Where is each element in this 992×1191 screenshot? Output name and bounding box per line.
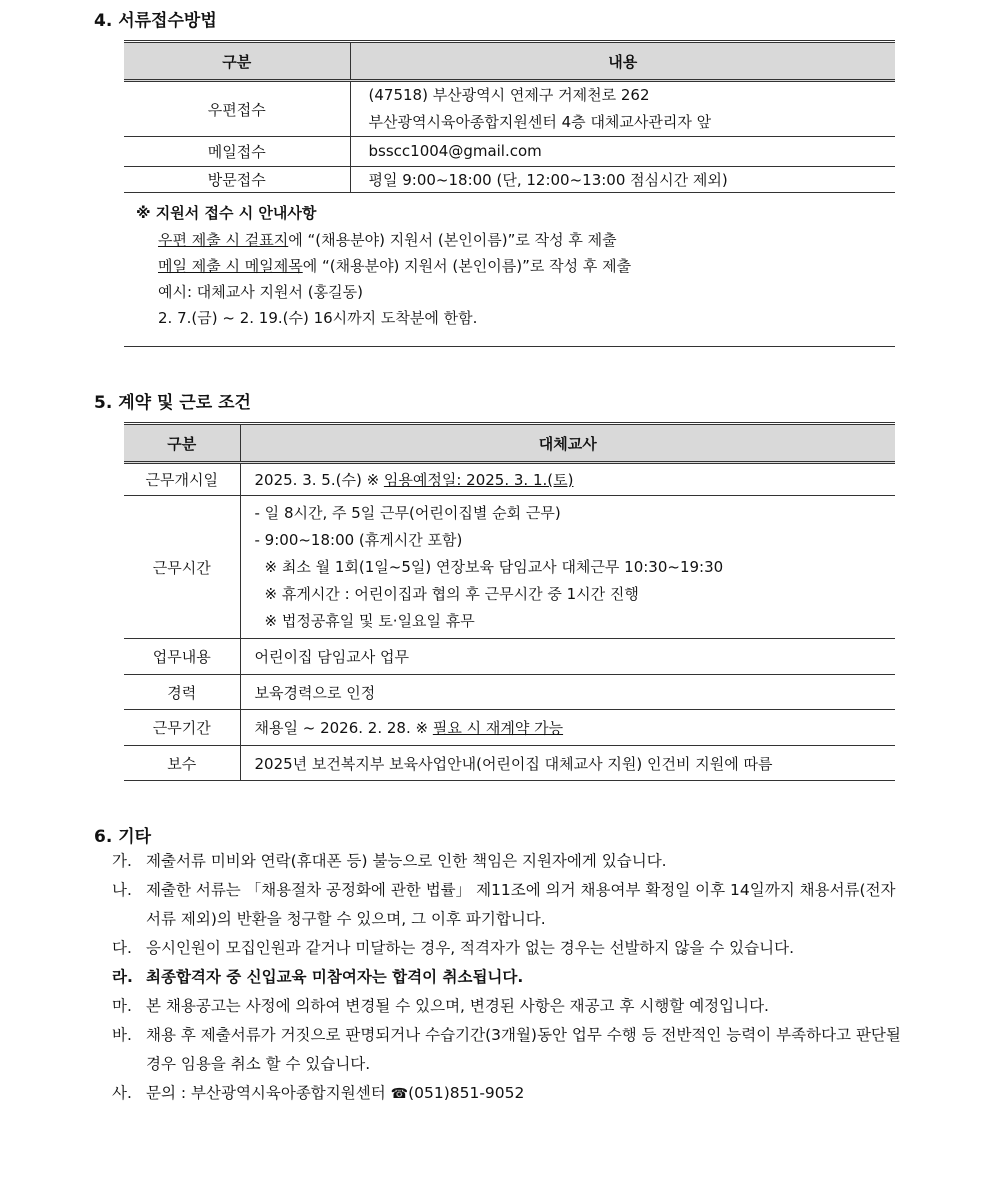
submission-notice: [124, 200, 895, 347]
period-value: 채용일 ~ 2026. 2. 28. ※ 필요 시 재계약 가능: [240, 710, 895, 746]
row-label: 보수: [124, 746, 240, 781]
submission-header-content: 내용: [350, 42, 895, 81]
contract-table: [124, 422, 895, 781]
contact-phone: (051)851-9052: [408, 1084, 525, 1102]
table-row: [124, 496, 895, 639]
table-row: [124, 675, 895, 710]
table-row: [124, 167, 895, 193]
postal-address: (47518) 부산광역시 연제구 거제천로 262: [368, 86, 650, 104]
hours-line: - 9:00~18:00 (휴게시간 포함): [254, 530, 463, 549]
notice-line: 예시: 대체교사 지원서 (홍길동): [158, 283, 363, 301]
hours-line: - 일 8시간, 주 5일 근무(어린이집별 순회 근무): [254, 503, 561, 522]
row-label: 우편접수: [124, 81, 350, 137]
notice-line: 우편 제출 시 겉표지에 “(채용분야) 지원서 (본인이름)”로 작성 후 제출: [158, 231, 617, 249]
table-row: [124, 639, 895, 675]
telephone-icon: ☎: [390, 1086, 409, 1102]
row-label: 근무개시일: [124, 463, 240, 496]
notice-line: 2. 7.(금) ~ 2. 19.(수) 16시까지 도착분에 한함.: [158, 309, 478, 327]
visit-hours: 평일 9:00~18:00 (단, 12:00~13:00 점심시간 제외): [368, 170, 728, 189]
contract-header-role: 대체교사: [240, 424, 895, 463]
list-item: 나. 제출한 서류는 「채용절차 공정화에 관한 법률」 제11조에 의거 채용여부 확정일 이후 14일까지 채용서류(전자서류 제외)의 반환을 청구할 수 있으며, 그 이후 파기합니다.: [112, 881, 896, 928]
list-item: 가. 제출서류 미비와 연락(휴대폰 등) 불능으로 인한 책임은 지원자에게 있습니다.: [112, 852, 667, 870]
row-label: 근무시간: [124, 496, 240, 639]
table-row: [124, 710, 895, 746]
submission-table: [124, 40, 895, 193]
submission-header-category: 구분: [124, 42, 350, 81]
email-address: bsscc1004@gmail.com: [368, 142, 542, 160]
pay-value: 2025년 보건복지부 보육사업안내(어린이집 대체교사 지원) 인건비 지원에 따름: [240, 746, 895, 781]
list-item: 라. 최종합격자 중 신입교육 미참여자는 합격이 취소됩니다.: [112, 968, 524, 986]
row-label: 방문접수: [124, 167, 350, 193]
list-item: 사. 문의 : 부산광역시육아종합지원센터 ☎(051)851-9052: [112, 1084, 525, 1102]
duty-value: 어린이집 담임교사 업무: [240, 639, 895, 675]
row-label: 메일접수: [124, 137, 350, 167]
row-label: 경력: [124, 675, 240, 710]
notice-title: ※ 지원서 접수 시 안내사항: [136, 204, 317, 222]
table-row: [124, 463, 895, 496]
start-date: 2025. 3. 5.(수) ※ 임용예정일: 2025. 3. 1.(토): [240, 463, 895, 496]
notice-line: 메일 제출 시 메일제목에 “(채용분야) 지원서 (본인이름)”로 작성 후 제출: [158, 257, 632, 275]
list-item: 다. 응시인원이 모집인원과 같거나 미달하는 경우, 적격자가 없는 경우는 선발하지 않을 수 있습니다.: [112, 939, 795, 957]
table-row: [124, 746, 895, 781]
hours-note: ※ 법정공휴일 및 토·일요일 휴무: [264, 611, 475, 630]
hours-note: ※ 최소 월 1회(1일~5일) 연장보육 담임교사 대체근무 10:30~19:30: [264, 557, 724, 576]
postal-recipient: 부산광역시육아종합지원센터 4층 대체교사관리자 앞: [368, 113, 712, 131]
table-row: [124, 81, 895, 137]
row-label: 업무내용: [124, 639, 240, 675]
section6-title: 6. 기타: [94, 827, 152, 847]
career-value: 보육경력으로 인정: [240, 675, 895, 710]
list-item: 바. 채용 후 제출서류가 거짓으로 판명되거나 수습기간(3개월)동안 업무 수행 등 전반적인 능력이 부족하다고 판단될 경우 임용을 취소 할 수 있습니다.: [112, 1026, 901, 1073]
row-label: 근무기간: [124, 710, 240, 746]
list-item: 마. 본 채용공고는 사정에 의하여 변경될 수 있으며, 변경된 사항은 재공고 후 시행할 예정입니다.: [112, 997, 769, 1015]
contract-header-category: 구분: [124, 424, 240, 463]
table-row: [124, 137, 895, 167]
hours-note: ※ 휴게시간 : 어린이집과 협의 후 근무시간 중 1시간 진행: [264, 584, 639, 603]
section5-title: 5. 계약 및 근로 조건: [94, 393, 251, 413]
section4-title: 4. 서류접수방법: [94, 11, 217, 31]
other-notes-list: [112, 847, 902, 1109]
